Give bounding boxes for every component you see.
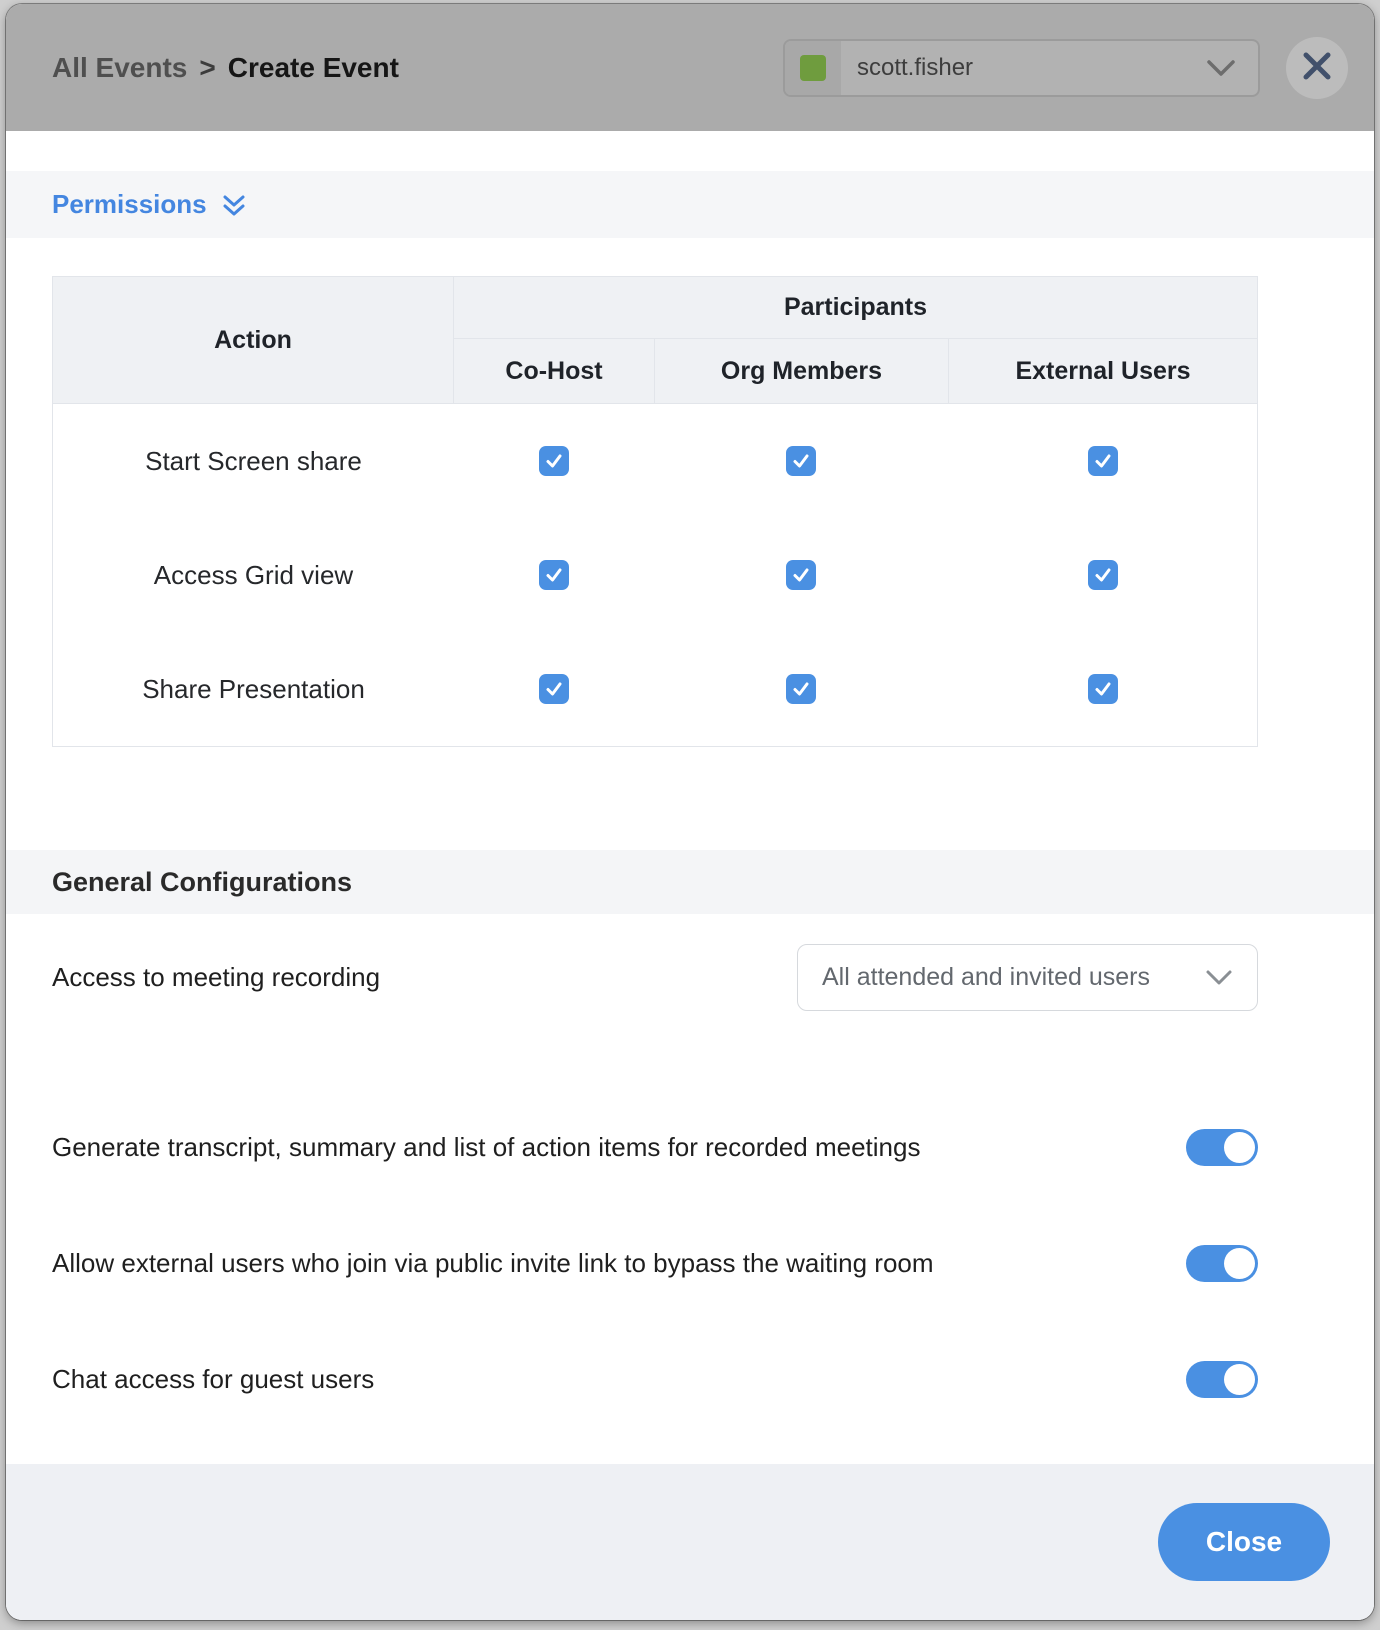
breadcrumb-all-events[interactable]: All Events bbox=[52, 51, 188, 83]
participants-group-header: Participants bbox=[454, 277, 1257, 339]
bypass-waiting-room-toggle[interactable] bbox=[1186, 1245, 1258, 1282]
checkbox-start-screen-share-co-host[interactable] bbox=[539, 446, 569, 476]
action-column-header: Action bbox=[53, 277, 454, 403]
recording-access-row bbox=[52, 944, 1258, 1011]
checkbox-start-screen-share-org-members[interactable] bbox=[786, 446, 816, 476]
guest-chat-toggle-label: Chat access for guest users bbox=[52, 1363, 375, 1394]
row-label: Access Grid view bbox=[153, 559, 354, 590]
row-label: Share Presentation bbox=[142, 673, 365, 704]
permissions-table-header bbox=[53, 277, 1257, 404]
breadcrumb bbox=[52, 52, 399, 84]
checkbox-start-screen-share-external-users[interactable] bbox=[1088, 446, 1118, 476]
permissions-table-body bbox=[53, 404, 1257, 746]
row-label: Start Screen share bbox=[145, 445, 362, 476]
checkbox-access-grid-view-co-host[interactable] bbox=[539, 560, 569, 590]
modal-header bbox=[6, 4, 1374, 131]
guest-chat-toggle-row bbox=[52, 1358, 1258, 1400]
general-configurations-title: General Configurations bbox=[52, 866, 353, 897]
column-header-org-members: Org Members bbox=[654, 339, 948, 403]
checkbox-share-presentation-org-members[interactable] bbox=[786, 674, 816, 704]
permissions-section-header[interactable] bbox=[6, 171, 1374, 238]
user-dropdown-value: scott.fisher bbox=[857, 53, 974, 81]
modal-footer bbox=[6, 1464, 1374, 1620]
column-header-co-host: Co-Host bbox=[505, 356, 603, 385]
checkbox-share-presentation-co-host[interactable] bbox=[539, 674, 569, 704]
bypass-waiting-room-toggle-label: Allow external users who join via public invite link to bypass the waiting room bbox=[52, 1247, 934, 1278]
toggle-knob bbox=[1224, 1364, 1255, 1395]
table-row-access-grid-view bbox=[53, 518, 1257, 632]
participants-subheaders bbox=[454, 339, 1257, 403]
recording-access-value: All attended and invited users bbox=[822, 963, 1150, 991]
general-configurations-section-header bbox=[6, 850, 1374, 914]
recording-access-label: Access to meeting recording bbox=[52, 962, 381, 992]
checkbox-access-grid-view-org-members[interactable] bbox=[786, 560, 816, 590]
close-button[interactable]: Close bbox=[1158, 1503, 1330, 1581]
avatar bbox=[785, 41, 841, 95]
chevron-down-icon bbox=[1206, 59, 1236, 77]
double-chevron-down-icon[interactable] bbox=[221, 194, 247, 220]
permissions-title: Permissions bbox=[52, 189, 207, 219]
close-icon-button[interactable] bbox=[1286, 37, 1348, 99]
table-row-share-presentation bbox=[53, 632, 1257, 746]
transcript-toggle-row bbox=[52, 1126, 1258, 1168]
modal-body bbox=[6, 131, 1374, 1620]
recording-access-select[interactable] bbox=[797, 944, 1258, 1011]
bypass-waiting-room-toggle-row bbox=[52, 1242, 1258, 1284]
create-event-modal bbox=[6, 4, 1374, 1620]
toggle-knob bbox=[1224, 1248, 1255, 1279]
close-x-icon bbox=[1301, 50, 1333, 85]
breadcrumb-create-event: Create Event bbox=[227, 51, 399, 83]
transcript-toggle-label: Generate transcript, summary and list of action items for recorded meetings bbox=[52, 1131, 921, 1162]
transcript-toggle[interactable] bbox=[1186, 1129, 1258, 1166]
checkbox-access-grid-view-external-users[interactable] bbox=[1088, 560, 1118, 590]
checkbox-share-presentation-external-users[interactable] bbox=[1088, 674, 1118, 704]
guest-chat-toggle[interactable] bbox=[1186, 1361, 1258, 1398]
chevron-down-icon bbox=[1205, 969, 1233, 986]
permissions-table bbox=[52, 276, 1258, 747]
user-select-dropdown[interactable] bbox=[783, 39, 1260, 97]
participants-header-block bbox=[454, 277, 1257, 403]
column-header-external-users: External Users bbox=[948, 339, 1257, 403]
toggle-knob bbox=[1224, 1132, 1255, 1163]
table-row-start-screen-share bbox=[53, 404, 1257, 518]
user-avatar-square-icon bbox=[800, 55, 826, 81]
breadcrumb-separator: > bbox=[199, 51, 216, 83]
